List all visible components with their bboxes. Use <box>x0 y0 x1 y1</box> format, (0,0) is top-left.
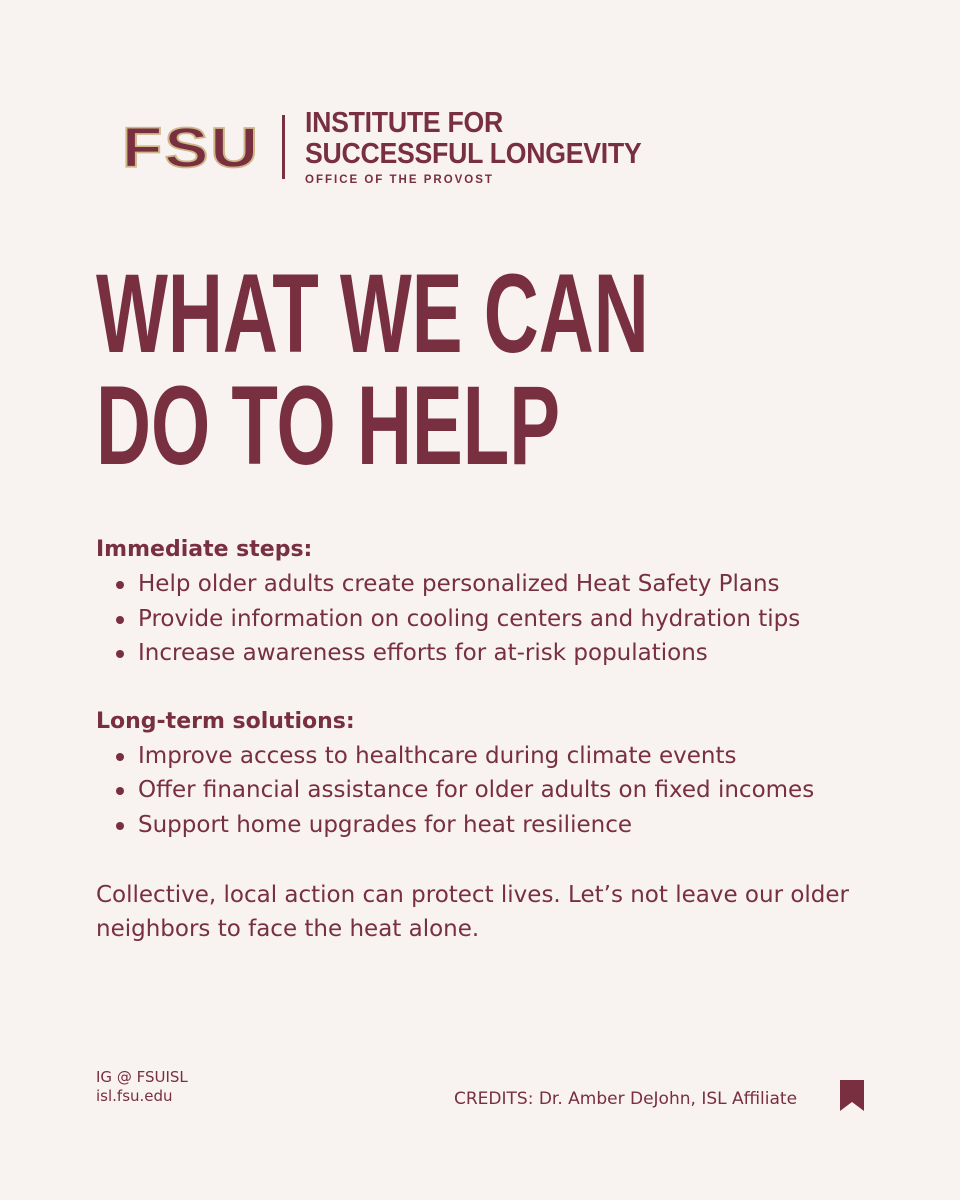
headline-line-2: DO TO HELP <box>96 363 561 488</box>
page-headline <box>96 251 649 488</box>
content-body <box>96 533 876 946</box>
logo-subline: OFFICE OF THE PROVOST <box>305 174 494 186</box>
logo-line-1: INSTITUTE FOR <box>305 107 503 139</box>
fsu-isl-logo <box>122 108 671 186</box>
list-item: Offer financial assistance for older adults on fixed incomes <box>96 773 876 808</box>
list-item: Help older adults create personalized Heat Safety Plans <box>96 567 876 602</box>
list-item: Increase awareness efforts for at-risk populations <box>96 636 876 671</box>
website-link[interactable]: isl.fsu.edu <box>96 1087 173 1105</box>
logo-divider <box>282 115 285 179</box>
immediate-steps-list <box>96 567 876 671</box>
credits-text: CREDITS: Dr. Amber DeJohn, ISL Affiliate <box>454 1089 798 1109</box>
bookmark-icon[interactable] <box>840 1080 864 1111</box>
long-term-solutions-heading: Long-term solutions: <box>96 708 355 734</box>
list-item: Improve access to healthcare during climate events <box>96 739 876 774</box>
logo-line-2: SUCCESSFUL LONGEVITY <box>305 138 642 170</box>
list-item: Support home upgrades for heat resilience <box>96 808 876 843</box>
fsu-wordmark: FSU <box>122 115 260 179</box>
instagram-handle[interactable]: IG @ FSUISL <box>96 1068 188 1086</box>
long-term-solutions-list <box>96 739 876 843</box>
closing-statement: Collective, local action can protect lives. Let’s not leave our older neighbors to face the heat alone. <box>96 882 850 942</box>
footer-contact <box>96 1068 188 1106</box>
headline-line-1: WHAT WE CAN <box>96 251 649 376</box>
section-spacer <box>96 671 876 705</box>
list-item: Provide information on cooling centers and hydration tips <box>96 602 876 637</box>
immediate-steps-heading: Immediate steps: <box>96 537 313 562</box>
logo-text <box>305 108 671 186</box>
